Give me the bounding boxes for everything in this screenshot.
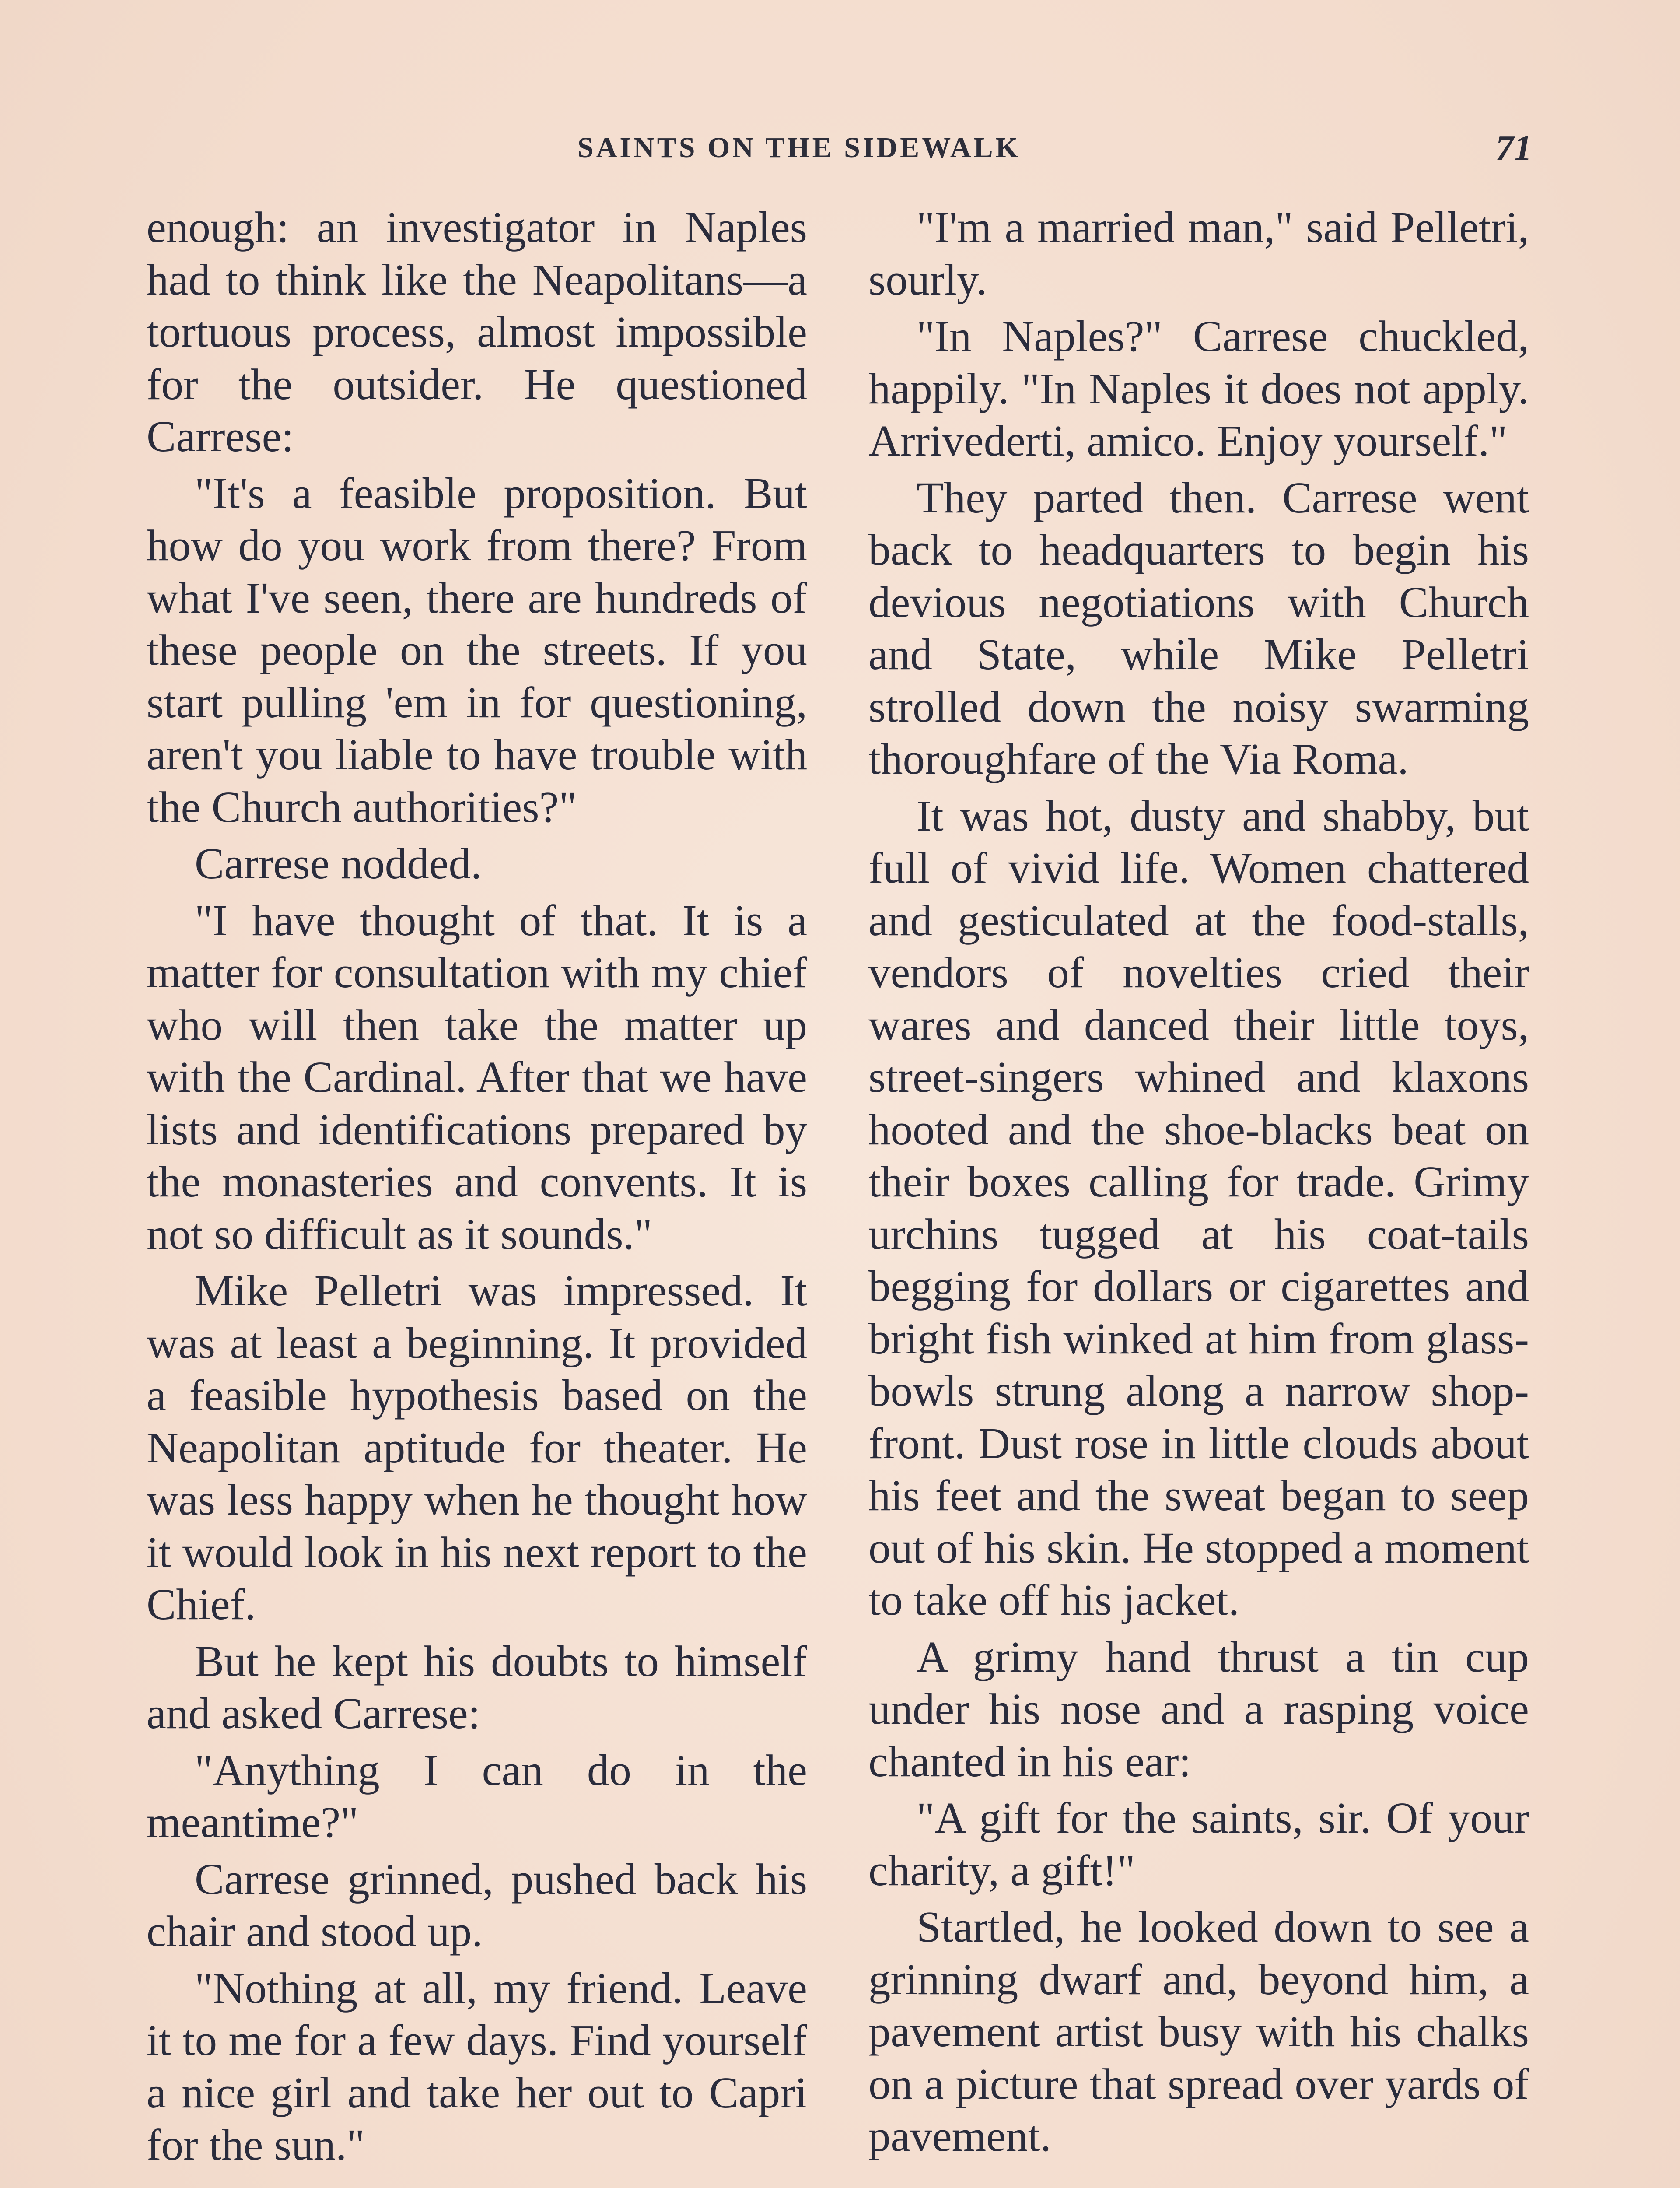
running-head: SAINTS ON THE SIDEWALK bbox=[578, 132, 1021, 164]
paragraph: A grimy hand thrust a tin cup under his nose and a rasping voice chanted in his ear: bbox=[868, 1632, 1529, 1786]
paragraph: "I have thought of that. It is a matter for consultation with my chief who will then take the matter up with the Cardinal. After that we have lists and identifications prepared by the monasteries and convents. It is not so difficult as it sounds." bbox=[147, 895, 807, 1259]
right-column bbox=[868, 201, 1529, 2167]
paragraph: Carrese nodded. bbox=[195, 839, 482, 888]
paragraph: It was hot, dusty and shabby, but full of vivid life. Women chattered and gesticulated at the food-stalls, vendors of novelties cried their wares and danced their little toys, street-singers whined and klaxons hooted and the shoe-blacks beat on their boxes calling for trade. Grimy urchins tugged at his coat-tails begging for dollars or cigarettes and bright fish winked at him from glass-bowls strung along a narrow shop-front. Dust rose in little clouds about his feet and the sweat began to seep out of his skin. He stopped a moment to take off his jacket. bbox=[868, 791, 1529, 1624]
page-number: 71 bbox=[1495, 128, 1532, 168]
paragraph: But he kept his doubts to himself and asked Carrese: bbox=[147, 1636, 807, 1738]
paragraph: "Anything I can do in the meantime?" bbox=[147, 1745, 807, 1847]
paragraph: Carrese grinned, pushed back his chair and stood up. bbox=[147, 1854, 807, 1956]
paragraph: "I'm a married man," said Pelletri, sourly. bbox=[868, 203, 1529, 304]
paragraph: Mike Pelletri was impressed. It was at least a beginning. It provided a feasible hypothesis based on the Neapolitan aptitude for theater. He was less happy when he thought how it would look in his next report to the Chief. bbox=[147, 1266, 807, 1629]
paragraph: They parted then. Carrese went back to headquarters to begin his devious negotiations with Church and State, while Mike Pelletri strolled down the noisy swarming thoroughfare of the Via Roma. bbox=[868, 473, 1529, 783]
paragraph: "Nothing at all, my friend. Leave it to me for a few days. Find yourself a nice girl and take her out to Capri for the sun." bbox=[147, 1963, 807, 2169]
paragraph: "It's a feasible proposition. But how do you work from there? From what I've seen, there are hundreds of these people on the streets. If you start pulling 'em in for questioning, aren't you liable to have trouble with the Church authorities?" bbox=[147, 468, 807, 831]
paragraph: enough: an investigator in Naples had to think like the Neapolitans—a tortuous process, almost impossible for the outsider. He questioned Carrese: bbox=[147, 203, 807, 461]
paragraph: "A gift for the saints, sir. Of your charity, a gift!" bbox=[868, 1793, 1529, 1895]
paragraph: "In Naples?" Carrese chuckled, happily. "In Naples it does not apply. Arrivederti, amico. Enjoy yourself." bbox=[868, 312, 1529, 465]
paragraph: Startled, he looked down to see a grinning dwarf and, beyond him, a pavement artist busy with his chalks on a picture that spread over yards of pavement. bbox=[868, 1902, 1529, 2160]
left-column bbox=[147, 201, 807, 2176]
